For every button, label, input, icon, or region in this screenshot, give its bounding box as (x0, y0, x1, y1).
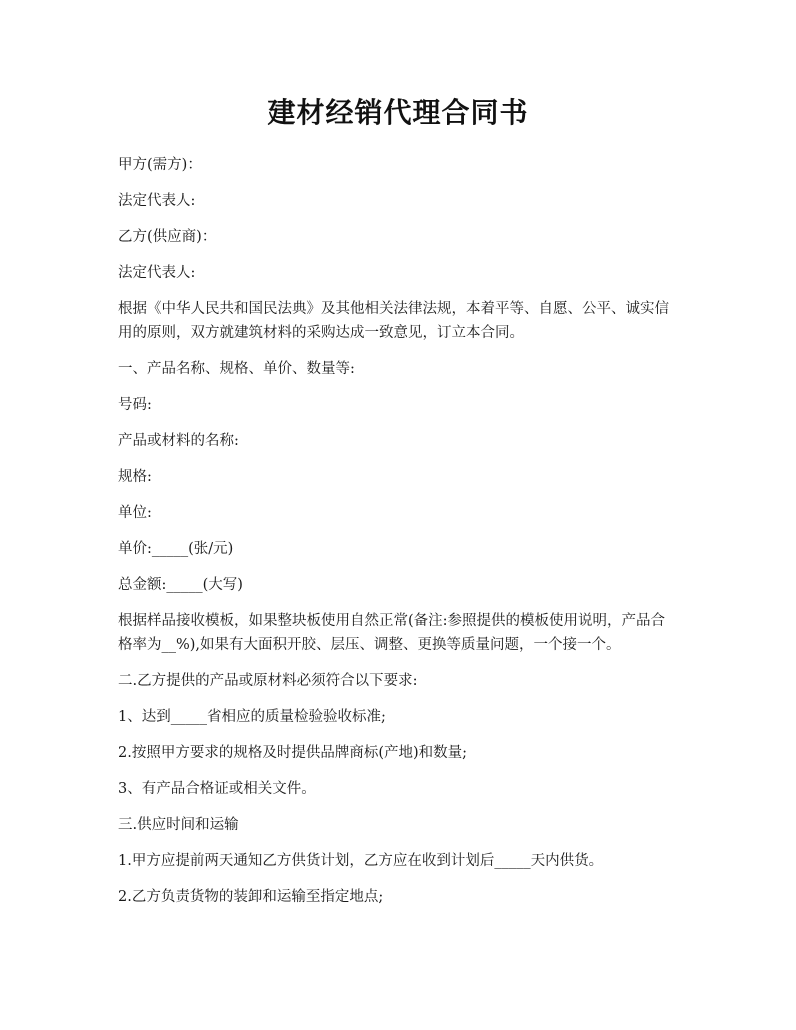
section-3-heading: 三.供应时间和运输 (118, 817, 239, 833)
section-1-heading: 一、产品名称、规格、单价、数量等: (118, 361, 355, 377)
unit-price-field: 单价:_____(张/元) (118, 541, 234, 557)
product-name-field: 产品或材料的名称: (118, 433, 239, 449)
document-title: 建材经销代理合同书 (267, 96, 529, 129)
requirement-3: 3、有产品合格证或相关文件。 (118, 781, 316, 797)
party-b-line: 乙方(供应商)： (118, 229, 217, 245)
party-a-representative: 法定代表人: (118, 193, 196, 209)
preamble-paragraph: 根据《中华人民共和国民法典》及其他相关法律法规，本着平等、自愿、公平、诚实信用的原则，双方就建筑材料的采购达成一致意见，订立本合同。 (118, 301, 669, 341)
total-amount-field: 总金额:_____(大写) (118, 577, 243, 593)
specification-field: 规格: (118, 469, 152, 485)
unit-field: 单位: (118, 505, 152, 521)
requirement-1: 1、达到_____省相应的质量检验验收标准; (118, 709, 386, 725)
section-2-heading: 二.乙方提供的产品或原材料必须符合以下要求: (118, 673, 418, 689)
acceptance-paragraph: 根据样品接收模板，如果整块板使用自然正常(备注:参照提供的模板使用说明，产品合格率为__%),如果有大面积开胶、层压、调整、更换等质量问题，一个接一个。 (118, 613, 666, 653)
supply-clause-1: 1.甲方应提前两天通知乙方供货计划，乙方应在收到计划后_____天内供货。 (118, 853, 604, 869)
party-a-line: 甲方(需方)： (118, 157, 202, 173)
requirement-2: 2.按照甲方要求的规格及时提供品牌商标(产地)和数量; (118, 745, 468, 761)
supply-clause-2: 2.乙方负责货物的装卸和运输至指定地点; (118, 889, 384, 905)
party-b-representative: 法定代表人: (118, 265, 196, 281)
number-field: 号码: (118, 397, 152, 413)
